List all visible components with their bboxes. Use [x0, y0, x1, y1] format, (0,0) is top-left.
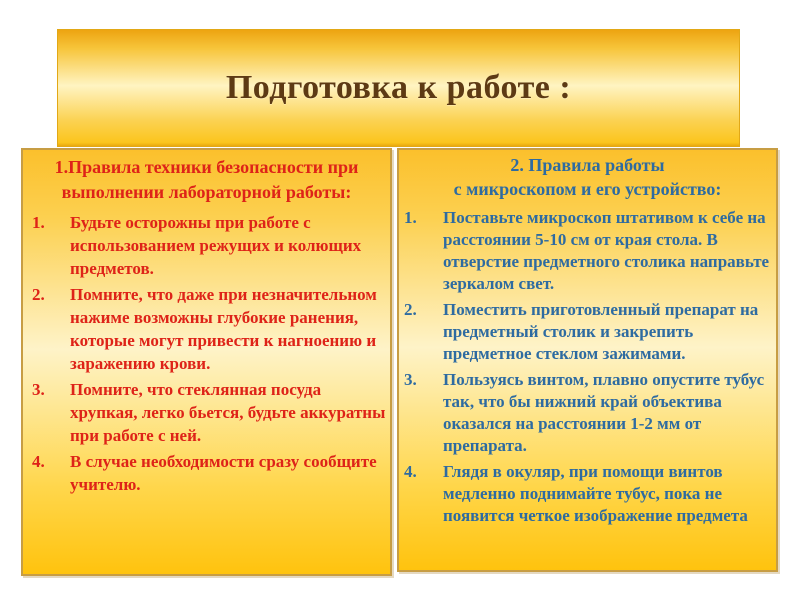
heading-line-1: 2. Правила работы	[510, 155, 665, 175]
item-text: Будьте осторожны при работе с использованием режущих и колющих предметов.	[70, 213, 362, 278]
item-text: Поместить приготовленный препарат на предметный столик и закрепить предметное стеклом зажимами.	[443, 300, 759, 363]
item-text: Помните, что стеклянная посуда хрупкая, легко бьется, будьте аккуратны при работе с ней.	[70, 380, 386, 445]
heading-line-2: с микроскопом и его устройство:	[453, 179, 722, 199]
list-item	[399, 369, 776, 457]
item-number: 4.	[404, 462, 417, 481]
item-number: 2.	[404, 300, 417, 319]
item-text: Поставьте микроскоп штативом к себе на расстоянии 5-10 см от края стола. В отверстие предметного столика направьте зеркалом свет.	[443, 208, 770, 293]
list-item	[399, 461, 776, 527]
microscope-rules-panel	[397, 148, 778, 572]
item-number: 3.	[32, 380, 45, 399]
item-number: 4.	[32, 452, 45, 471]
safety-rules-heading: 1.Правила техники безопасности при выполнении лабораторной работы:	[54, 157, 359, 202]
item-number: 1.	[32, 213, 45, 232]
safety-rules-panel	[21, 148, 392, 576]
item-text: Глядя в окуляр, при помощи винтов медленно поднимайте тубус, пока не появится четкое изображение предмета	[443, 462, 748, 525]
item-number: 1.	[404, 208, 417, 227]
microscope-rules-list	[399, 207, 776, 527]
item-text: Пользуясь винтом, плавно опустите тубус так, что бы нижний край объектива оказался на расстоянии 1-2 мм от препарата.	[443, 370, 765, 455]
slide-title: Подготовка к работе :	[225, 69, 572, 106]
title-banner	[57, 29, 740, 147]
list-item	[23, 283, 390, 375]
list-item	[23, 450, 390, 496]
item-number: 2.	[32, 285, 45, 304]
list-item	[399, 299, 776, 365]
safety-rules-list	[23, 211, 390, 496]
list-item	[399, 207, 776, 295]
item-text: В случае необходимости сразу сообщите учителю.	[70, 452, 377, 494]
microscope-rules-heading	[399, 150, 776, 203]
list-item	[23, 211, 390, 280]
item-number: 3.	[404, 370, 417, 389]
list-item	[23, 378, 390, 447]
item-text: Помните, что даже при незначительном нажиме возможны глубокие ранения, которые могут привести к нагноению и заражению крови.	[70, 285, 377, 373]
